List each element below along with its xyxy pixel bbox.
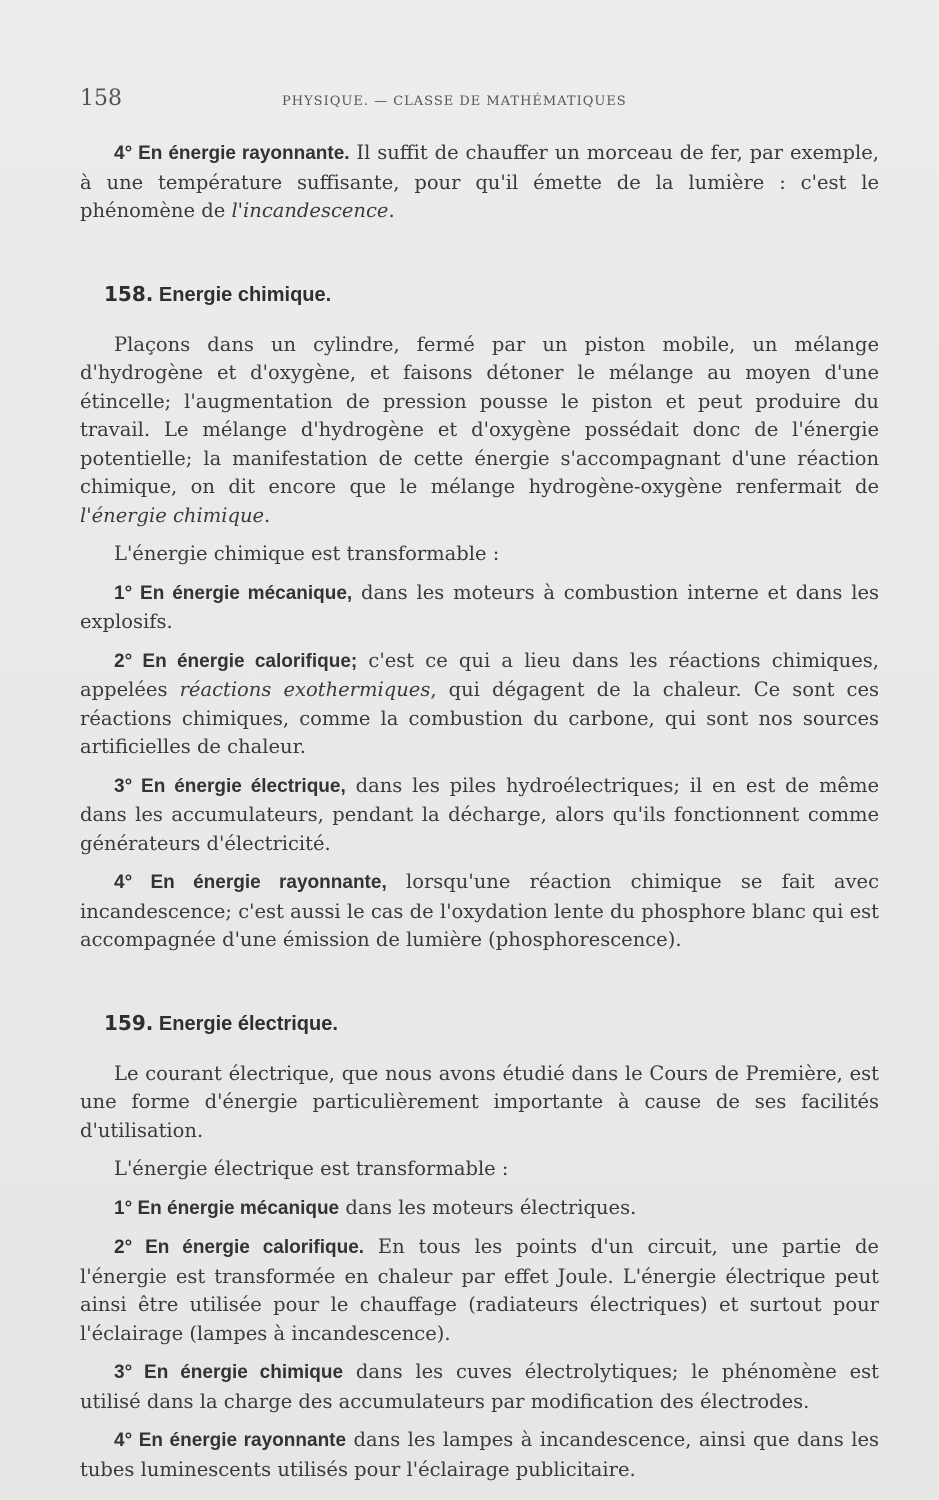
s159-item-3-lead: 3° En énergie chimique	[114, 1362, 344, 1383]
s158-item-1-text: dans les moteurs à combustion interne et dans les explosifs.	[80, 580, 879, 633]
page-header	[80, 86, 879, 111]
s159-paragraph-1: Le courant électrique, que nous avons étudié dans le Cours de Première, est une forme d'énergie particulièrement importante à cause de ses facilités d'utilisation.	[80, 1061, 879, 1142]
s158-paragraph-1	[80, 331, 879, 531]
s158-item-4-text: lorsqu'une réaction chimique se fait avec incandescence; c'est aussi le cas de l'oxydation lente du phosphore blanc qui est accompagnée d'une émission de lumière (phosphorescence).	[80, 870, 879, 951]
section-159-title: Energie électrique.	[158, 1012, 338, 1035]
s159-item-2-text: En tous les points d'un circuit, une partie de l'énergie est transformée en chaleur par effet Joule. L'énergie électrique peut ainsi être utilisée pour le chauffage (radiateurs électriques) et surtout pour l'éclairage (lampes à incandescence).	[80, 1235, 879, 1345]
intro-lead: 4° En énergie rayonnante.	[114, 143, 350, 164]
intro-italic: l'incandescence	[231, 199, 389, 222]
s158-item-1	[80, 579, 879, 637]
s158-item-2-text: c'est ce qui a lieu dans les réactions chimiques, appelées	[80, 648, 879, 701]
s159-item-4	[80, 1426, 879, 1484]
s158-item-2-lead: 2° En énergie calorifique;	[114, 650, 358, 672]
s158-item-3	[80, 772, 879, 859]
page-number: 158	[80, 86, 122, 111]
s159-paragraph-2: L'énergie électrique est transformable :	[114, 1157, 509, 1180]
s159-item-2	[80, 1233, 879, 1348]
s159-item-1	[80, 1194, 879, 1224]
section-159-heading	[104, 1011, 879, 1036]
s158-p1-end: .	[264, 503, 271, 527]
s159-item-1-lead: 1° En énergie mécanique	[114, 1197, 340, 1219]
s158-item-1-lead: 1° En énergie mécanique,	[114, 582, 353, 604]
s159-item-1-text: dans les moteurs électriques.	[339, 1195, 637, 1219]
s159-item-4-text: dans les lampes à incandescence, ainsi que dans les tubes luminescents utilisés pour l'éclairage publicitaire.	[80, 1428, 880, 1481]
s158-item-2	[80, 647, 879, 762]
intro-text: Il suffit de chauffer un morceau de fer, par exemple, à une température suffisante, pour qu'il émette de la lumière : c'est le phénomène de	[80, 141, 879, 222]
s158-item-4-lead: 4° En énergie rayonnante,	[114, 872, 387, 893]
section-158-number: 158.	[104, 281, 154, 306]
s158-item-3-text: dans les piles hydroélectriques; il en est de même dans les accumulateurs, pendant la décharge, alors qu'ils fonctionnent comme générateurs d'électricité.	[80, 773, 880, 855]
s159-item-3	[80, 1358, 879, 1416]
s158-item-2-text-b: , qui dégagent de la chaleur. Ce sont ces réactions chimiques, comme la combustion du carbone, qui sont nos sources artificielles de chaleur.	[80, 678, 880, 758]
s159-item-3-text: dans les cuves électrolytiques; le phénomène est utilisé dans la charge des accumulateurs par modification des électrodes.	[80, 1360, 879, 1413]
running-title: PHYSIQUE. — CLASSE DE MATHÉMATIQUES	[282, 94, 627, 109]
section-159-number: 159.	[104, 1010, 154, 1035]
intro-end: .	[388, 199, 395, 222]
s158-item-3-lead: 3° En énergie électrique,	[114, 775, 346, 797]
s158-item-4	[80, 868, 879, 955]
s159-item-4-lead: 4° En énergie rayonnante	[114, 1430, 347, 1451]
s159-item-2-lead: 2° En énergie calorifique.	[114, 1237, 365, 1258]
s158-p1-text: Plaçons dans un cylindre, fermé par un piston mobile, un mélange d'hydrogène et d'oxygène, et faisons détoner le mélange au moyen d'une étincelle; l'augmentation de pression pousse le piston et peut produire du travail. Le mélange d'hydrogène et d'oxygène possédait donc de l'énergie potentielle; la manifestation de cette énergie s'accompagnant d'une réaction chimique, on dit encore que le mélange hydrogène-oxygène renfermait de	[80, 332, 879, 498]
s158-p1-italic: l'énergie chimique	[80, 503, 265, 527]
intro-paragraph	[80, 139, 879, 226]
section-158-heading	[104, 282, 879, 307]
section-158-title: Energie chimique.	[158, 283, 332, 306]
s158-item-2-italic: réactions exothermiques	[179, 678, 431, 701]
s158-paragraph-2: L'énergie chimique est transformable :	[114, 542, 500, 565]
